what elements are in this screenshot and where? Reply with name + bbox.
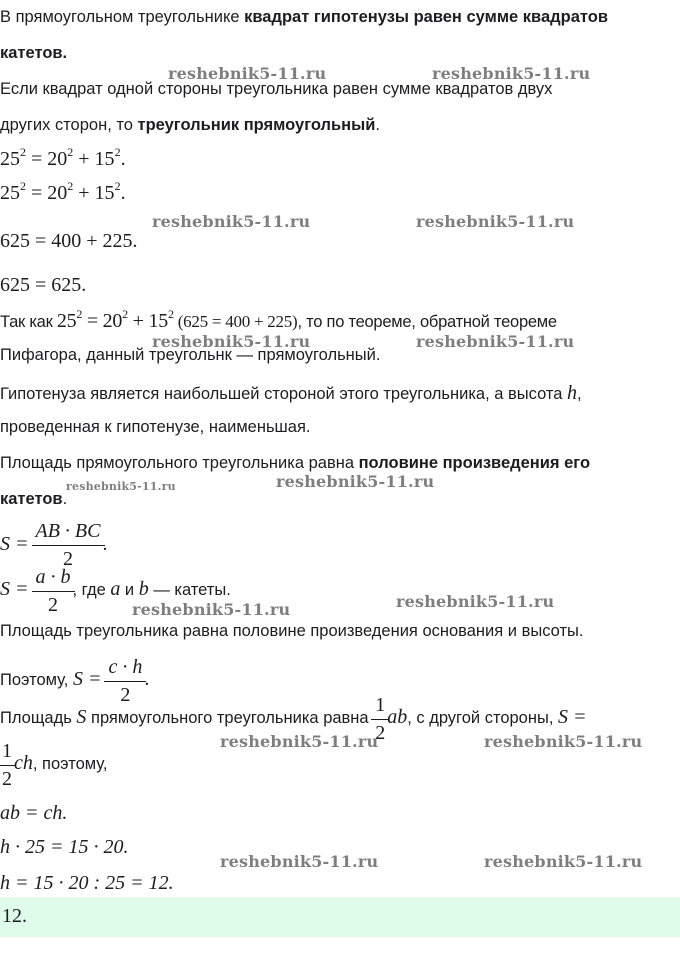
- paragraph-since-cont: Пифагора, данный треугольнк — прямоугольный.: [0, 346, 381, 364]
- equation-sum: 625 = 400 + 225.: [0, 230, 138, 252]
- watermark: reshebnik5-11.ru: [484, 732, 643, 751]
- answer-value: 12.: [2, 905, 27, 927]
- paragraph-area-equal: Площадь S прямоугольного треугольника равна $\frac{1}{2}$ ab, с другой стороны, S =: [0, 694, 587, 744]
- paragraph-area-equal-cont: $\frac{1}{2}$ ch, поэтому,: [0, 740, 108, 791]
- paragraph-theorem: В прямоугольном треугольнике квадрат гипотенузы равен сумме квадратов: [0, 8, 608, 26]
- paragraph-hypotenuse-cont: проведенная к гипотенузе, наименьшая.: [0, 418, 311, 436]
- watermark: reshebnik5-11.ru: [152, 212, 311, 231]
- watermark: reshebnik5-11.ru: [152, 332, 311, 351]
- formula-area-base-height: Поэтому, S = $\frac{c \cdot h}{2}$ .: [0, 656, 150, 706]
- paragraph-base-height: Площадь треугольника равна половине произведения основания и высоты.: [0, 622, 584, 640]
- watermark: reshebnik5-11.ru: [484, 852, 643, 871]
- formula-area-legs: S = $\frac{a \cdot b}{2}$ , где a и b — катеты.: [0, 566, 231, 616]
- paragraph-theorem-cont: катетов.: [0, 44, 68, 62]
- watermark: reshebnik5-11.ru: [416, 212, 575, 231]
- watermark: reshebnik5-11.ru: [168, 64, 327, 83]
- paragraph-hypotenuse: Гипотенуза является наибольшей стороной этого треугольника, а высота h,: [0, 382, 582, 404]
- watermark: reshebnik5-11.ru: [276, 472, 435, 491]
- watermark: reshebnik5-11.ru: [132, 600, 291, 619]
- watermark: reshebnik5-11.ru: [396, 592, 555, 611]
- equation-pythagoras-2: $25^2 = 20^2 + 15^2$.: [0, 179, 126, 204]
- paragraph-area-rule-cont: катетов.: [0, 490, 68, 508]
- equation-pythagoras-1: $25^2 = 20^2 + 15^2$.: [0, 145, 126, 170]
- equation-h-result: h = 15 · 20 : 25 = 12.: [0, 872, 174, 894]
- equation-h25: h · 25 = 15 · 20.: [0, 836, 129, 858]
- paragraph-area-rule: Площадь прямоугольного треугольника равна половине произведения его: [0, 454, 591, 472]
- paragraph-converse-cont: других сторон, то треугольник прямоугольный.: [0, 116, 380, 134]
- answer-box: [0, 897, 680, 937]
- equation-check: 625 = 625.: [0, 274, 87, 296]
- watermark: reshebnik5-11.ru: [416, 332, 575, 351]
- equation-ab-ch: ab = ch.: [0, 802, 68, 824]
- watermark: reshebnik5-11.ru: [220, 852, 379, 871]
- watermark: reshebnik5-11.ru: [432, 64, 591, 83]
- watermark: reshebnik5-11.ru: [66, 480, 176, 493]
- formula-area-ab-bc: S = $\frac{AB \cdot BC}{2}$ .: [0, 520, 108, 570]
- paragraph-converse: Если квадрат одной стороны треугольника равен сумме квадратов двух: [0, 80, 553, 98]
- watermark: reshebnik5-11.ru: [220, 732, 379, 751]
- paragraph-since: Так как $25^2 = 20^2 + 15^2$ (625 = 400 + 225), то по теореме, обратной теореме: [0, 307, 557, 332]
